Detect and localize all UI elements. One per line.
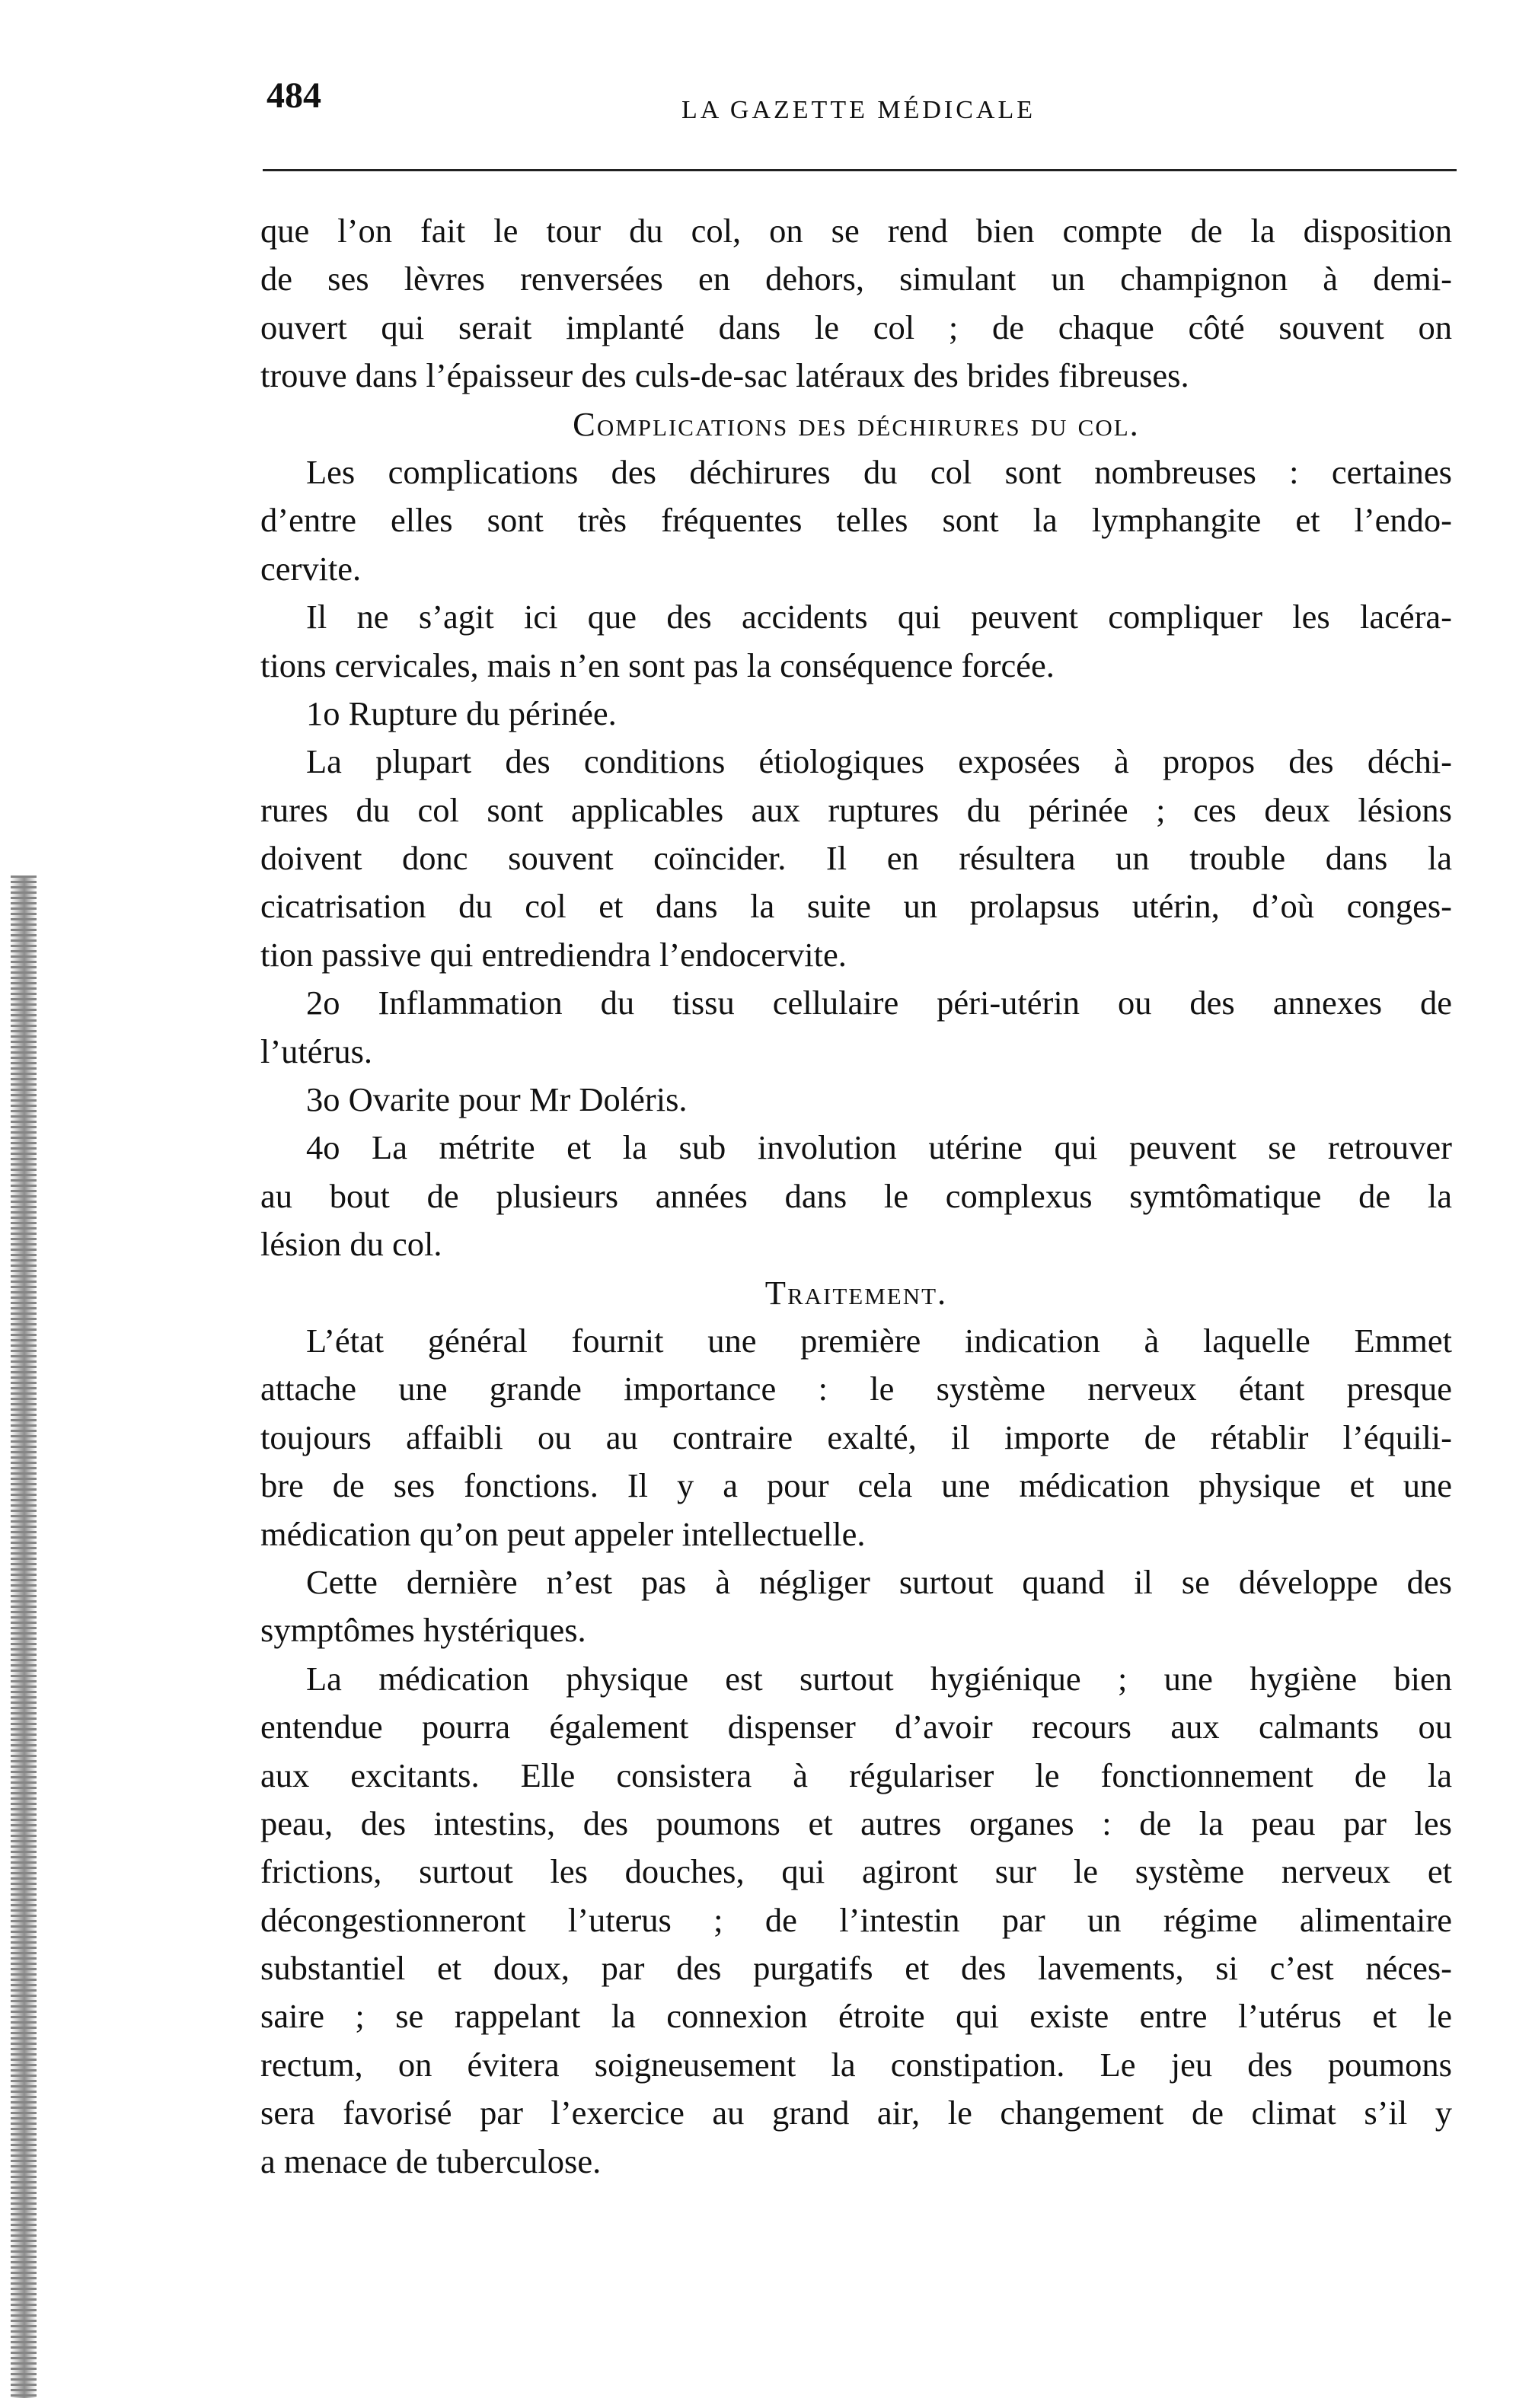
text-line: frictions, surtout les douches, qui agiront sur le système nerveux et (260, 1852, 1452, 1891)
text-line: substantiel et doux, par des purgatifs et des lavements, si c’est néces- (260, 1949, 1452, 1988)
list-item-heading: 1o Rupture du périnée. (306, 694, 617, 732)
text-line: ouvert qui serait implanté dans le col ; de chaque côté souvent on (260, 308, 1452, 346)
text-line: Cette dernière n’est pas à négliger surtout quand il se développe des (306, 1562, 1452, 1601)
text-line: tions cervicales, mais n’en sont pas la conséquence forcée. (260, 646, 1055, 684)
text-line: symptômes hystériques. (260, 1611, 586, 1650)
text-line: peau, des intestins, des poumons et autres organes : de la peau par les (260, 1804, 1452, 1842)
text-line: sera favorisé par l’exercice au grand air, le changement de climat s’il y (260, 2094, 1452, 2132)
text-line: La plupart des conditions étiologiques exposées à propos des déchi- (306, 742, 1452, 781)
page-binding-edge (11, 875, 37, 2398)
text-line: médication qu’on peut appeler intellectuelle. (260, 1514, 866, 1553)
list-item: 3o Ovarite pour Mr Doléris. (306, 1080, 688, 1119)
text-line: cicatrisation du col et dans la suite un prolapsus utérin, d’où conges- (260, 887, 1452, 926)
page-number: 484 (267, 75, 321, 116)
text-line: d’entre elles sont très fréquentes telles sont la lymphangite et l’endo- (260, 501, 1452, 540)
text-line: rectum, on évitera soigneusement la constipation. Le jeu des poumons (260, 2045, 1452, 2084)
text-line: toujours affaibli ou au contraire exalté, il importe de rétablir l’équili- (260, 1418, 1452, 1456)
running-title: LA GAZETTE MÉDICALE (681, 96, 1036, 124)
text-line: doivent donc souvent coïncider. Il en résultera un trouble dans la (260, 839, 1452, 878)
text-line: de ses lèvres renversées en dehors, simulant un champignon à demi- (260, 260, 1452, 298)
text-line: lésion du col. (260, 1225, 442, 1264)
article-body (260, 207, 1452, 2186)
section-heading-traitement: Traitement. (764, 1273, 948, 1312)
text-line: rures du col sont applicables aux ruptures du périnée ; ces deux lésions (260, 790, 1452, 829)
text-line: trouve dans l’épaisseur des culs-de-sac latéraux des brides fibreuses. (260, 356, 1189, 395)
text-line: l’utérus. (260, 1032, 373, 1070)
header-rule (263, 169, 1457, 171)
text-line: entendue pourra également dispenser d’avoir recours aux calmants ou (260, 1708, 1452, 1746)
text-line: attache une grande importance : le système nerveux étant presque (260, 1370, 1452, 1408)
text-line: Les complications des déchirures du col sont nombreuses : certaines (306, 452, 1452, 491)
text-line: a menace de tuberculose. (260, 2142, 602, 2180)
page-header (267, 75, 1451, 136)
text-line: au bout de plusieurs années dans le complexus symtômatique de la (260, 1176, 1452, 1215)
text-line: décongestionneront l’uterus ; de l’intestin par un régime alimentaire (260, 1900, 1452, 1939)
text-line: bre de ses fonctions. Il y a pour cela une médication physique et une (260, 1466, 1452, 1505)
text-line: saire ; se rappelant la connexion étroite qui existe entre l’utérus et le (260, 1997, 1452, 2036)
text-line: que l’on fait le tour du col, on se rend bien compte de la disposition (260, 212, 1452, 250)
text-line: L’état général fournit une première indication à laquelle Emmet (306, 1321, 1452, 1360)
text-line: La médication physique est surtout hygiénique ; une hygiène bien (306, 1659, 1452, 1698)
section-heading-complications: Complications des déchirures du col. (573, 404, 1140, 443)
text-line: Il ne s’agit ici que des accidents qui peuvent compliquer les lacéra- (306, 598, 1452, 636)
text-line: aux excitants. Elle consistera à régulariser le fonctionnement de la (260, 1756, 1452, 1794)
list-item: 4o La métrite et la sub involution utérine qui peuvent se retrouver (306, 1128, 1452, 1167)
text-line: tion passive qui entrediendra l’endocervite. (260, 935, 847, 974)
list-item: 2o Inflammation du tissu cellulaire péri-utérin ou des annexes de (306, 984, 1452, 1022)
text-line: cervite. (260, 549, 362, 588)
